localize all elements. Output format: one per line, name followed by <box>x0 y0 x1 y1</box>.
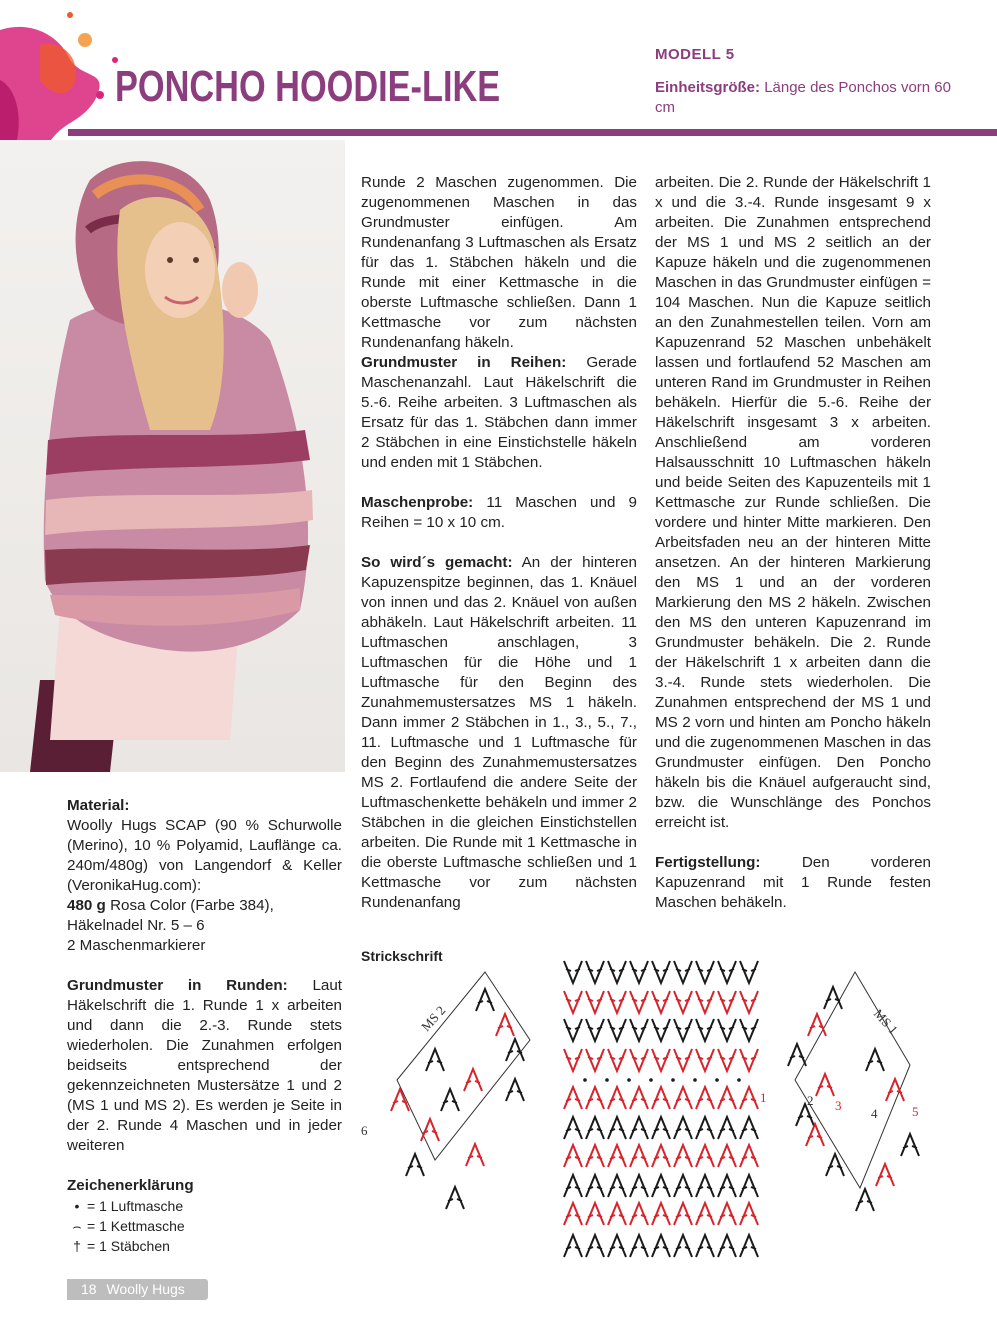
stitch-mark <box>674 1117 692 1139</box>
col2-paragraph-1: Runde 2 Maschen zugenommen. Die zugenommenen Maschen in das Grundmuster einfügen. Am Rundenanfang 3 Luftmaschen als Ersatz für das 1. Stäbchen häkeln und die Runde mit einer Kettmasche in die oberste Luftmasche schließen. Dann 1 Kettmasche vor zum nächsten Rundenanfang häkeln. <box>361 174 637 351</box>
stitch-mark <box>674 1235 692 1257</box>
stitch-mark <box>630 1087 648 1109</box>
stitch-mark <box>740 1087 758 1109</box>
stitch-mark <box>718 1203 736 1225</box>
stitch-mark <box>886 1079 904 1101</box>
stitch-mark <box>696 1235 714 1257</box>
stitch-mark <box>718 991 736 1013</box>
stitch-mark <box>696 1203 714 1225</box>
material-text: Woolly Hugs SCAP (90 % Schurwolle (Merino), 10 % Polyamid, Lauflänge ca. 240m/480g) von Langendorf & Keller (VeronikaHug.com): <box>67 817 342 894</box>
stitch-mark <box>608 1235 626 1257</box>
stitch-mark <box>476 989 494 1011</box>
stitch-mark <box>718 1049 736 1071</box>
stitch-mark <box>652 1235 670 1257</box>
row-number: 6 <box>361 1123 368 1138</box>
chain-dot <box>737 1078 741 1082</box>
stitch-mark <box>652 1145 670 1167</box>
size-info <box>655 78 955 118</box>
stitch-mark <box>740 1203 758 1225</box>
row-number: 5 <box>912 1104 919 1119</box>
amount-bold: 480 g <box>67 897 106 914</box>
stitch-mark <box>564 1175 582 1197</box>
ms2-label: MS 2 <box>418 1002 449 1035</box>
stitch-mark <box>718 1019 736 1041</box>
stitch-mark <box>674 1145 692 1167</box>
stitch-mark <box>674 1019 692 1041</box>
stitch-mark <box>696 1175 714 1197</box>
stitch-mark <box>674 1049 692 1071</box>
stitch-mark <box>564 1087 582 1109</box>
stitch-mark <box>740 1019 758 1041</box>
row-number: 3 <box>835 1098 842 1113</box>
maschenprobe-text: 11 Maschen und 9 Reihen = 10 x 10 cm. <box>361 494 637 531</box>
stitch-mark <box>856 1189 874 1211</box>
stitch-mark <box>674 1203 692 1225</box>
stitch-mark <box>608 1145 626 1167</box>
stitch-mark <box>674 1087 692 1109</box>
stitch-mark <box>718 1175 736 1197</box>
stitch-mark <box>696 1145 714 1167</box>
stitch-mark <box>586 1235 604 1257</box>
stitch-mark <box>806 1124 824 1146</box>
size-label: Einheitsgröße: <box>655 79 761 96</box>
stitch-mark <box>808 1014 826 1036</box>
stitch-mark <box>406 1154 424 1176</box>
ms2-outline <box>397 972 530 1160</box>
row-number: 1 <box>760 1090 767 1105</box>
stitch-mark <box>586 1145 604 1167</box>
stitch-mark <box>586 961 604 983</box>
stitch-mark <box>876 1164 894 1186</box>
stitch-mark <box>446 1187 464 1209</box>
chart-title: Strickschrift <box>361 948 443 964</box>
column-1 <box>67 796 342 1256</box>
stitch-mark <box>652 1203 670 1225</box>
stitch-mark <box>630 1145 648 1167</box>
stitch-mark <box>586 1019 604 1041</box>
stitch-mark <box>630 991 648 1013</box>
stitch-mark <box>652 1175 670 1197</box>
legend-text: = 1 Stäbchen <box>87 1238 170 1254</box>
stitch-mark <box>740 961 758 983</box>
stitch-mark <box>564 1019 582 1041</box>
stitch-mark <box>696 1049 714 1071</box>
finishing-text: Den vorderen Kapuzenrand mit 1 Runde festen Maschen behäkeln. <box>655 854 931 911</box>
maschenprobe-heading: Maschenprobe: <box>361 494 474 511</box>
stitch-mark <box>630 1117 648 1139</box>
stitch-mark <box>608 1117 626 1139</box>
stitch-mark <box>866 1049 884 1071</box>
stitch-mark <box>652 1019 670 1041</box>
stitch-mark <box>816 1074 834 1096</box>
stitch-mark <box>718 1145 736 1167</box>
stitch-mark <box>630 1175 648 1197</box>
legend-item <box>67 1196 342 1216</box>
stitch-mark <box>652 1117 670 1139</box>
stitch-mark <box>674 991 692 1013</box>
stitch-mark <box>506 1079 524 1101</box>
stitch-mark <box>901 1134 919 1156</box>
instructions-heading: So wird´s gemacht: <box>361 554 513 571</box>
model-photo <box>0 140 345 772</box>
legend-text: = 1 Kettmasche <box>87 1218 185 1234</box>
grundmuster-runden-heading: Grundmuster in Runden: <box>67 977 288 994</box>
stitch-mark <box>421 1119 439 1141</box>
page-number: 18 <box>81 1281 97 1297</box>
stitch-mark <box>586 1175 604 1197</box>
material-heading: Material: <box>67 797 130 814</box>
stitch-mark <box>608 1203 626 1225</box>
legend-text: = 1 Luftmasche <box>87 1198 184 1214</box>
stitch-mark <box>608 1175 626 1197</box>
legend-item <box>67 1236 342 1256</box>
slip-stitch-icon: ⌢ <box>72 1218 82 1234</box>
stitch-mark <box>564 991 582 1013</box>
stitch-mark <box>652 961 670 983</box>
stitch-mark <box>630 1235 648 1257</box>
model-number: MODELL 5 <box>655 46 735 63</box>
stitch-mark <box>464 1069 482 1091</box>
stitch-mark <box>630 1203 648 1225</box>
stitch-mark <box>496 1014 514 1036</box>
stitch-mark <box>740 991 758 1013</box>
stitch-mark <box>564 1145 582 1167</box>
chain-dot <box>649 1078 653 1082</box>
stitch-mark <box>608 991 626 1013</box>
chain-dot <box>671 1078 675 1082</box>
stitch-mark <box>608 1019 626 1041</box>
col3-paragraph-1: arbeiten. Die 2. Runde der Häkelschrift 1 x und die 3.-4. Runde insgesamt 9 x arbeiten. Die Zunahmen entsprechend der MS 1 und MS 2 seitlich an der Kapuze häkeln und die zugenommenen Maschen in das Grundmuster einfügen = 104 Maschen. Nun die Kapuze seitlich an den Zunahmestellen teilen. Vorn am Kapuzenrand 52 Maschen unbehäkelt lassen und fortlaufend 52 Maschen am unteren Rand im Grundmuster in Reihen behäkeln. Hierfür die 5.-6. Reihe der Häkelschrift insgesamt 3 x arbeiten. Anschließend am vorderen Halsausschnitt 10 Luftmaschen häkeln und beide Seiten des Kapuzenteils mit 1 Kettmasche zur Runde schließen. Die vordere und hinter Mitte markieren. Den Arbeitsfaden neu an der hinteren Mitte ansetzen. An der hinteren Markierung den MS 1 und an der vorderen Markierung den MS 2 häkeln. Zwischen den MS den unteren Kapuzenrand im Grundmuster behäkeln. Die 2. Runde der Häkelschrift 1 x arbeiten dann die 3.-4. Runde stets wiederholen. Die Zunahmen entsprechend der MS 1 und MS 2 vorn und hinten am Poncho häkeln und die zugenommenen Maschen in das Grundmuster einfügen. Den Poncho häkeln bis die Knäuel aufgeraucht sind, bzw. die Wunschlänge des Ponchos erreicht ist. <box>655 174 931 831</box>
stitch-mark <box>466 1144 484 1166</box>
stitch-mark <box>608 1087 626 1109</box>
legend-item <box>67 1216 342 1236</box>
stitch-mark <box>740 1117 758 1139</box>
stitch-mark <box>564 961 582 983</box>
stitch-mark <box>674 961 692 983</box>
stitch-mark <box>506 1039 524 1061</box>
chain-dot <box>627 1078 631 1082</box>
stitch-mark <box>740 1145 758 1167</box>
grundmuster-reihen-heading: Grundmuster in Reihen: <box>361 354 567 371</box>
stitch-mark <box>586 1203 604 1225</box>
ms1-outline <box>795 972 910 1188</box>
stitch-mark <box>652 1049 670 1071</box>
stitch-mark <box>718 961 736 983</box>
stitch-mark <box>652 991 670 1013</box>
stitch-mark <box>630 961 648 983</box>
size-text: Länge des Ponchos vorn 60 cm <box>655 79 951 116</box>
double-crochet-icon: † <box>73 1238 81 1254</box>
finishing-heading: Fertigstellung: <box>655 854 761 871</box>
stitch-mark <box>564 1049 582 1071</box>
stitch-mark <box>586 1049 604 1071</box>
stitch-mark <box>586 1087 604 1109</box>
stitch-mark <box>608 961 626 983</box>
stitch-mark <box>674 1175 692 1197</box>
stitch-mark <box>740 1049 758 1071</box>
column-3 <box>655 173 931 913</box>
stitch-mark <box>630 1019 648 1041</box>
chain-dot <box>605 1078 609 1082</box>
stitch-mark <box>696 961 714 983</box>
stitch-mark <box>824 987 842 1009</box>
column-2 <box>361 173 637 913</box>
stitch-mark <box>608 1049 626 1071</box>
amount-text: Rosa Color (Farbe 384), <box>110 897 274 914</box>
stitch-mark <box>696 1087 714 1109</box>
grundmuster-runden-text: Laut Häkelschrift die 1. Runde 1 x arbeiten und dann die 2.-3. Runde stets wiederholen. Die Zunahmen erfolgen beidseits entsprechend der gekennzeichneten Mustersätze 1 und 2 (MS 1 und MS 2). Es werden je Seite in der 2. Runde 4 Maschen und in jeder weiteren <box>67 977 342 1154</box>
stitch-mark <box>696 991 714 1013</box>
page-title: PONCHO HOODIE-LIKE <box>115 62 501 111</box>
instructions-text: An der hinteren Kapuzenspitze beginnen, das 1. Knäuel von innen und das 2. Knäuel von außen abhäkeln. Laut Häkelschrift arbeiten. 11 Luftmaschen anschlagen, 3 Luftmaschen für die Höhe und 1 Luftmasche für den Beginn des Zunahmemustersatzes MS 1 häkeln. Dann immer 2 Stäbchen in 1., 3., 5., 7., 11. Luftmasche und 1 Luftmasche für den Beginn des Zunahmemustersatzes MS 2. Fortlaufend die andere Seite der Luftmaschenkette behäkeln und immer 2 Stäbchen in die gleichen Einstichstellen arbeiten. Die Runde mit 1 Kettmasche in die oberste Luftmasche schließen und 1 Kettmasche vor zum nächsten Rundenanfang <box>361 554 637 911</box>
stitch-mark <box>564 1235 582 1257</box>
needle-text: Häkelnadel Nr. 5 – 6 <box>67 917 205 934</box>
stitch-mark <box>586 991 604 1013</box>
stitch-mark <box>652 1087 670 1109</box>
markers-text: 2 Maschenmarkierer <box>67 937 206 954</box>
stitch-mark <box>696 1019 714 1041</box>
stitch-mark <box>564 1203 582 1225</box>
chain-dot <box>693 1078 697 1082</box>
stitch-mark <box>696 1117 714 1139</box>
chain-stitch-icon: • <box>74 1198 80 1214</box>
stitch-mark <box>740 1235 758 1257</box>
stitch-mark <box>586 1117 604 1139</box>
stitch-mark <box>740 1175 758 1197</box>
stitch-mark <box>718 1117 736 1139</box>
stitch-mark <box>426 1049 444 1071</box>
footer-brand: Woolly Hugs <box>106 1281 185 1297</box>
legend-heading: Zeichenerklärung <box>67 1177 194 1194</box>
header-rule <box>68 129 997 136</box>
page-footer <box>67 1279 208 1300</box>
chain-dot <box>715 1078 719 1082</box>
stitch-mark <box>564 1117 582 1139</box>
row-number: 4 <box>871 1106 878 1121</box>
chain-dot <box>583 1078 587 1082</box>
ms1-label: MS 1 <box>870 1005 902 1038</box>
row-number: 2 <box>807 1093 814 1108</box>
stitch-mark <box>441 1089 459 1111</box>
grundmuster-reihen-text: Gerade Maschenanzahl. Laut Häkelschrift die 5.-6. Reihe arbeiten. 3 Luftmaschen als Ersatz für das 1. Stäbchen dann immer 2 Stäbchen in eine Einstichstelle häkeln und enden mit 1 Stäbchen. <box>361 354 637 471</box>
stitch-mark <box>788 1044 806 1066</box>
crochet-chart <box>355 950 997 1280</box>
stitch-mark <box>718 1235 736 1257</box>
stitch-mark <box>718 1087 736 1109</box>
stitch-mark <box>630 1049 648 1071</box>
